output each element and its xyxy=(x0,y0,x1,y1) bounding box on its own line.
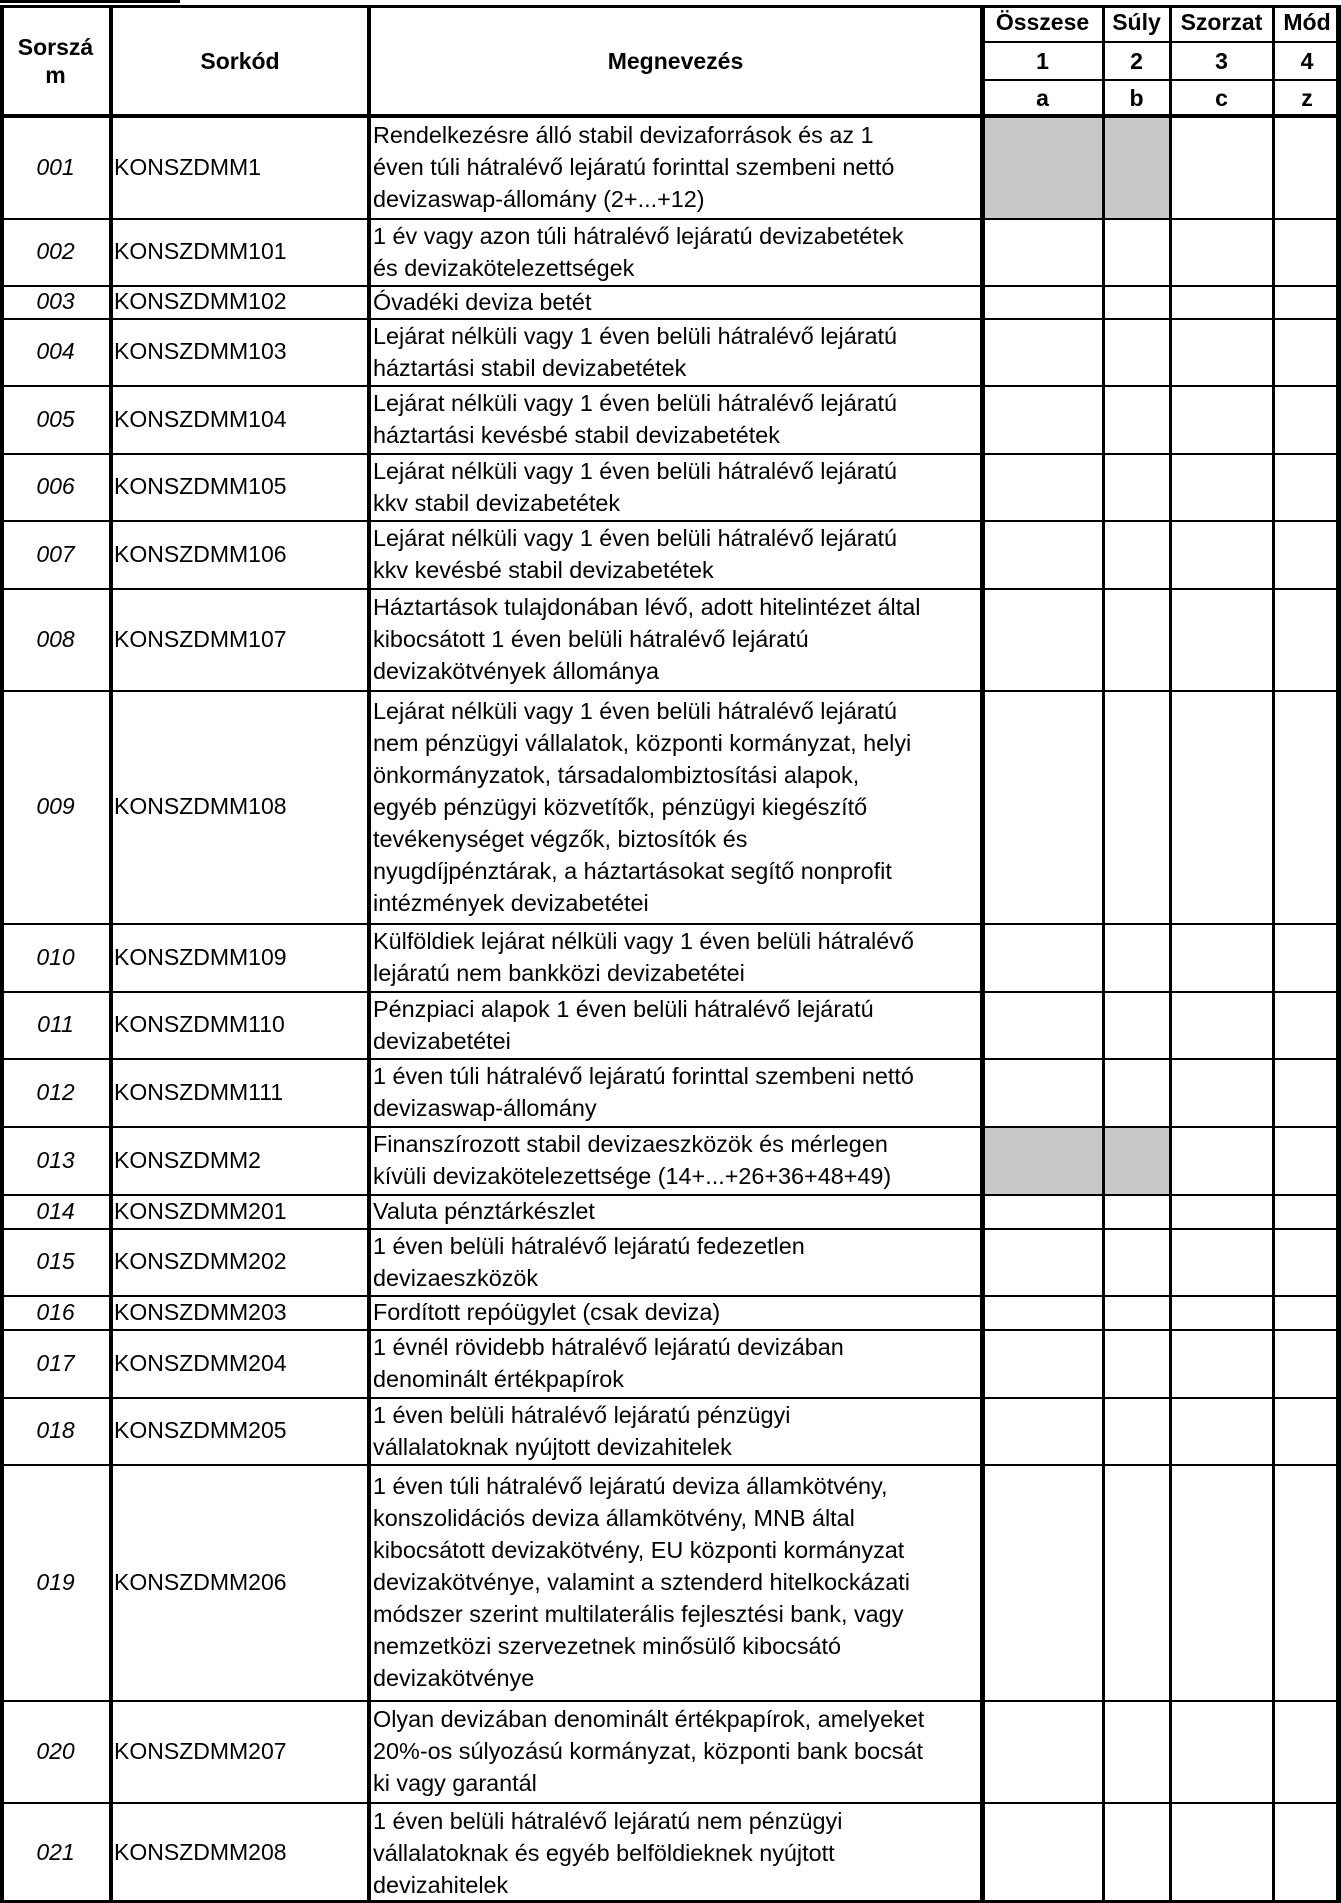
row-description: Külföldiek lejárat nélküli vagy 1 éven belüli hátralévő lejáratú nem bankközi devizabetétei xyxy=(373,928,914,986)
row-value-cell xyxy=(1273,1700,1341,1802)
row-number: 013 xyxy=(36,1146,75,1173)
row-divider xyxy=(0,588,1341,590)
row-description: Háztartások tulajdonában lévő, adott hitelintézet által kibocsátott 1 éven belüli hátralévő lejáratú devizakötvények állománya xyxy=(373,594,921,684)
row-value-cell xyxy=(1273,1058,1341,1126)
row-code: KONSZDMM208 xyxy=(114,1839,287,1865)
row-divider xyxy=(0,385,1341,387)
header-col-title: Mód xyxy=(1283,9,1331,35)
row-divider xyxy=(0,520,1341,522)
row-code: KONSZDMM2 xyxy=(114,1146,261,1173)
row-value-cell xyxy=(1103,588,1170,690)
row-value-cell xyxy=(1273,116,1341,218)
row-code: KONSZDMM206 xyxy=(114,1568,287,1595)
row-value-cell xyxy=(982,1126,1103,1194)
header-col-title: Szorzat xyxy=(1180,9,1263,35)
row-description: Lejárat nélküli vagy 1 éven belüli hátralévő lejáratú kkv stabil devizabetétek xyxy=(373,457,898,516)
row-description: 1 év vagy azon túli hátralévő lejáratú devizabetétek és devizakötelezettségek xyxy=(373,222,904,281)
row-value-cell xyxy=(1273,318,1341,385)
row-number: 004 xyxy=(36,338,75,364)
row-value-cell xyxy=(982,1228,1103,1295)
row-description: Finanszírozott stabil devizaeszközök és mérlegen kívüli devizakötelezettsége (14+...+26+36+48+49) xyxy=(373,1131,892,1189)
row-description: 1 éven belüli hátralévő lejáratú pénzügyi vállalatoknak nyújtott devizahitelek xyxy=(373,1401,791,1460)
col-divider xyxy=(1169,6,1172,1903)
row-value-cell xyxy=(1103,690,1170,923)
row-description: 1 évnél rövidebb hátralévő lejáratú devizában denominált értékpapírok xyxy=(373,1334,844,1392)
row-value-cell xyxy=(1170,588,1273,690)
row-description: Pénzpiaci alapok 1 éven belüli hátralévő lejáratú devizabetétei xyxy=(373,995,874,1054)
row-divider xyxy=(0,1194,1341,1196)
row-number: 016 xyxy=(36,1298,75,1325)
row-number: 015 xyxy=(36,1248,75,1274)
row-number: 009 xyxy=(36,793,75,819)
row-value-cell xyxy=(1103,285,1170,318)
row-value-cell xyxy=(982,923,1103,991)
row-code: KONSZDMM104 xyxy=(114,405,287,432)
row-value-cell xyxy=(1273,218,1341,285)
top-tab-line xyxy=(0,0,180,3)
row-value-cell xyxy=(1103,991,1170,1058)
row-description: Valuta pénztárkészlet xyxy=(373,1198,595,1224)
header-col-title: Súly xyxy=(1112,9,1161,35)
col-divider-thick xyxy=(980,6,985,1903)
header-bottom-line xyxy=(0,114,1341,118)
header-col-title: Összese xyxy=(995,9,1090,35)
row-code: KONSZDMM201 xyxy=(114,1197,287,1224)
row-value-cell xyxy=(982,1397,1103,1464)
row-number: 014 xyxy=(36,1197,75,1224)
col-divider xyxy=(367,6,371,1903)
row-value-cell xyxy=(1170,690,1273,923)
row-value-cell xyxy=(1170,385,1273,453)
header-row-line xyxy=(982,41,1341,43)
row-value-cell xyxy=(1170,116,1273,218)
row-value-cell xyxy=(1170,1329,1273,1397)
row-value-cell xyxy=(1103,1194,1170,1228)
col-divider xyxy=(1102,6,1105,1903)
row-divider xyxy=(0,1397,1341,1399)
row-value-cell xyxy=(1170,1397,1273,1464)
col-divider xyxy=(1272,6,1275,1903)
row-value-cell xyxy=(982,690,1103,923)
row-value-cell xyxy=(1170,285,1273,318)
row-code: KONSZDMM111 xyxy=(114,1078,284,1105)
row-number: 018 xyxy=(36,1417,75,1443)
header-sorszam: Sorszá m xyxy=(17,34,94,88)
row-value-cell xyxy=(1273,1329,1341,1397)
row-divider xyxy=(0,1802,1341,1804)
header-row-line xyxy=(982,79,1341,81)
row-value-cell xyxy=(1273,991,1341,1058)
row-description: 1 éven túli hátralévő lejáratú deviza államkötvény, konszolidációs deviza államkötvény, MNB által kibocsátott devizakötvény, EU központi kormányzat devizakötvénye, valamint a sztenderd hitelkockázati módszer szerint multilaterális fejlesztési bank, vagy nemzetközi szervezetnek minősülő kibocsátó devizakötvénye xyxy=(373,1473,910,1691)
row-value-cell xyxy=(1103,1329,1170,1397)
row-number: 003 xyxy=(36,288,75,314)
row-value-cell xyxy=(1103,1228,1170,1295)
row-value-cell xyxy=(1170,1802,1273,1903)
row-code: KONSZDMM204 xyxy=(114,1349,287,1376)
row-value-cell xyxy=(1103,385,1170,453)
row-number: 012 xyxy=(36,1078,75,1105)
row-code: KONSZDMM105 xyxy=(114,473,287,499)
row-code: KONSZDMM203 xyxy=(114,1298,287,1325)
row-code: KONSZDMM205 xyxy=(114,1417,287,1443)
row-code: KONSZDMM202 xyxy=(114,1248,287,1274)
row-description: Rendelkezésre álló stabil devizaforrások és az 1 éven túli hátralévő lejáratú forinttal szembeni nettó devizaswap-állomány (2+...+12) xyxy=(373,122,895,212)
row-code: KONSZDMM110 xyxy=(114,1011,285,1037)
row-value-cell xyxy=(982,991,1103,1058)
row-description: Fordított repóügylet (csak deviza) xyxy=(373,1299,721,1325)
header-megnevezes: Megnevezés xyxy=(607,48,744,74)
row-value-cell xyxy=(1103,1802,1170,1903)
header-col-letter: b xyxy=(1129,84,1144,111)
row-value-cell xyxy=(1103,1700,1170,1802)
row-value-cell xyxy=(1273,1194,1341,1228)
row-number: 011 xyxy=(37,1011,74,1037)
row-value-cell xyxy=(1103,453,1170,520)
row-code: KONSZDMM107 xyxy=(114,625,287,652)
row-description: Lejárat nélküli vagy 1 éven belüli hátralévő lejáratú nem pénzügyi vállalatok, központi kormányzat, helyi önkormányzatok, társadalombiztosítási alapok, egyéb pénzügyi közvetítők, pénzügyi kiegészítő tevékenységet végzők, biztosítók és nyugdíjpénztárak, a háztartásokat segítő nonprofit intézmények devizabetétei xyxy=(373,697,912,916)
row-code: KONSZDMM102 xyxy=(114,288,287,314)
row-value-cell xyxy=(1273,1802,1341,1903)
row-number: 001 xyxy=(36,153,75,180)
row-code: KONSZDMM109 xyxy=(114,943,287,970)
col-divider xyxy=(109,6,113,1903)
row-divider xyxy=(0,1228,1341,1230)
header-col-letter: c xyxy=(1215,84,1228,111)
header-col-number: 1 xyxy=(1036,47,1049,74)
row-value-cell xyxy=(1170,923,1273,991)
row-value-cell xyxy=(1170,453,1273,520)
row-description: 1 éven túli hátralévő lejáratú forinttal szembeni nettó devizaswap-állomány xyxy=(373,1063,914,1121)
row-value-cell xyxy=(982,588,1103,690)
row-value-cell xyxy=(982,1700,1103,1802)
row-value-cell xyxy=(1103,1464,1170,1700)
row-value-cell xyxy=(982,1295,1103,1329)
row-value-cell xyxy=(982,1194,1103,1228)
row-description: 1 éven belüli hátralévő lejáratú nem pénzügyi vállalatoknak és egyéb belföldieknek nyújtott devizahitelek xyxy=(373,1807,843,1898)
row-description: Lejárat nélküli vagy 1 éven belüli hátralévő lejáratú háztartási kevésbé stabil devizabetétek xyxy=(373,390,898,448)
row-value-cell xyxy=(1103,1397,1170,1464)
row-number: 010 xyxy=(36,943,75,970)
row-divider xyxy=(0,1329,1341,1331)
row-value-cell xyxy=(1273,285,1341,318)
row-value-cell xyxy=(982,1329,1103,1397)
row-number: 019 xyxy=(36,1568,75,1595)
row-value-cell xyxy=(982,1058,1103,1126)
row-value-cell xyxy=(982,385,1103,453)
row-value-cell xyxy=(982,318,1103,385)
row-code: KONSZDMM106 xyxy=(114,540,287,567)
row-value-cell xyxy=(1170,1058,1273,1126)
row-divider xyxy=(0,690,1341,692)
row-value-cell xyxy=(1273,588,1341,690)
header-sorkod: Sorkód xyxy=(200,48,280,74)
row-value-cell xyxy=(1103,116,1170,218)
row-value-cell xyxy=(1170,1464,1273,1700)
row-code: KONSZDMM101 xyxy=(114,238,287,264)
row-value-cell xyxy=(1273,520,1341,588)
row-value-cell xyxy=(1103,1058,1170,1126)
row-value-cell xyxy=(1273,1126,1341,1194)
row-number: 021 xyxy=(36,1839,75,1865)
row-value-cell xyxy=(982,116,1103,218)
row-number: 007 xyxy=(36,540,75,567)
row-value-cell xyxy=(1170,1194,1273,1228)
header-col-number: 4 xyxy=(1300,47,1314,74)
row-value-cell xyxy=(982,520,1103,588)
header-col-number: 2 xyxy=(1130,47,1143,74)
row-value-cell xyxy=(1170,218,1273,285)
row-number: 020 xyxy=(36,1737,75,1764)
row-value-cell xyxy=(1170,520,1273,588)
row-value-cell xyxy=(982,285,1103,318)
row-code: KONSZDMM103 xyxy=(114,338,287,364)
row-number: 005 xyxy=(36,405,75,432)
row-divider xyxy=(0,1058,1341,1060)
row-description: Olyan devizában denominált értékpapírok, amelyeket 20%-os súlyozású kormányzat, központi bank bocsát ki vagy garantál xyxy=(373,1706,925,1796)
row-divider xyxy=(0,1464,1341,1466)
row-description: Óvadéki deviza betét xyxy=(373,288,592,315)
row-value-cell xyxy=(1273,1464,1341,1700)
row-value-cell xyxy=(1273,385,1341,453)
row-value-cell xyxy=(1103,318,1170,385)
row-number: 017 xyxy=(36,1349,75,1376)
row-divider xyxy=(0,1700,1341,1702)
row-value-cell xyxy=(1273,1397,1341,1464)
row-value-cell xyxy=(1103,218,1170,285)
row-value-cell xyxy=(1273,1295,1341,1329)
row-value-cell xyxy=(1103,1295,1170,1329)
row-divider xyxy=(0,453,1341,455)
row-description: Lejárat nélküli vagy 1 éven belüli hátralévő lejáratú kkv kevésbé stabil devizabetétek xyxy=(373,525,898,583)
row-number: 006 xyxy=(36,473,75,499)
row-value-cell xyxy=(1273,690,1341,923)
row-value-cell xyxy=(982,218,1103,285)
row-value-cell xyxy=(982,1802,1103,1903)
row-code: KONSZDMM1 xyxy=(114,153,261,180)
row-value-cell xyxy=(1103,520,1170,588)
row-value-cell xyxy=(1103,1126,1170,1194)
row-value-cell xyxy=(1273,453,1341,520)
row-code: KONSZDMM207 xyxy=(114,1737,287,1764)
row-value-cell xyxy=(982,453,1103,520)
row-divider xyxy=(0,318,1341,320)
row-divider xyxy=(0,218,1341,220)
row-number: 008 xyxy=(36,625,75,652)
row-value-cell xyxy=(1103,923,1170,991)
row-divider xyxy=(0,285,1341,287)
row-value-cell xyxy=(982,1464,1103,1700)
header-top-line xyxy=(0,5,180,8)
row-value-cell xyxy=(1170,1700,1273,1802)
row-value-cell xyxy=(1170,1126,1273,1194)
row-value-cell xyxy=(1273,1228,1341,1295)
right-border xyxy=(1336,6,1341,1903)
row-value-cell xyxy=(1170,318,1273,385)
header-top-line xyxy=(180,5,1341,8)
row-description: Lejárat nélküli vagy 1 éven belüli hátralévő lejáratú háztartási stabil devizabetétek xyxy=(373,322,898,381)
row-value-cell xyxy=(1170,991,1273,1058)
row-value-cell xyxy=(1273,923,1341,991)
row-divider xyxy=(0,1295,1341,1297)
header-col-letter: z xyxy=(1301,84,1313,111)
row-number: 002 xyxy=(36,238,75,264)
row-divider xyxy=(0,991,1341,993)
left-border xyxy=(0,6,4,1903)
header-col-letter: a xyxy=(1036,84,1049,111)
row-value-cell xyxy=(1170,1228,1273,1295)
row-code: KONSZDMM108 xyxy=(114,793,287,819)
row-divider xyxy=(0,923,1341,925)
row-divider xyxy=(0,1126,1341,1128)
row-value-cell xyxy=(1170,1295,1273,1329)
row-description: 1 éven belüli hátralévő lejáratú fedezetlen devizaeszközök xyxy=(373,1232,805,1291)
header-col-number: 3 xyxy=(1215,47,1228,74)
